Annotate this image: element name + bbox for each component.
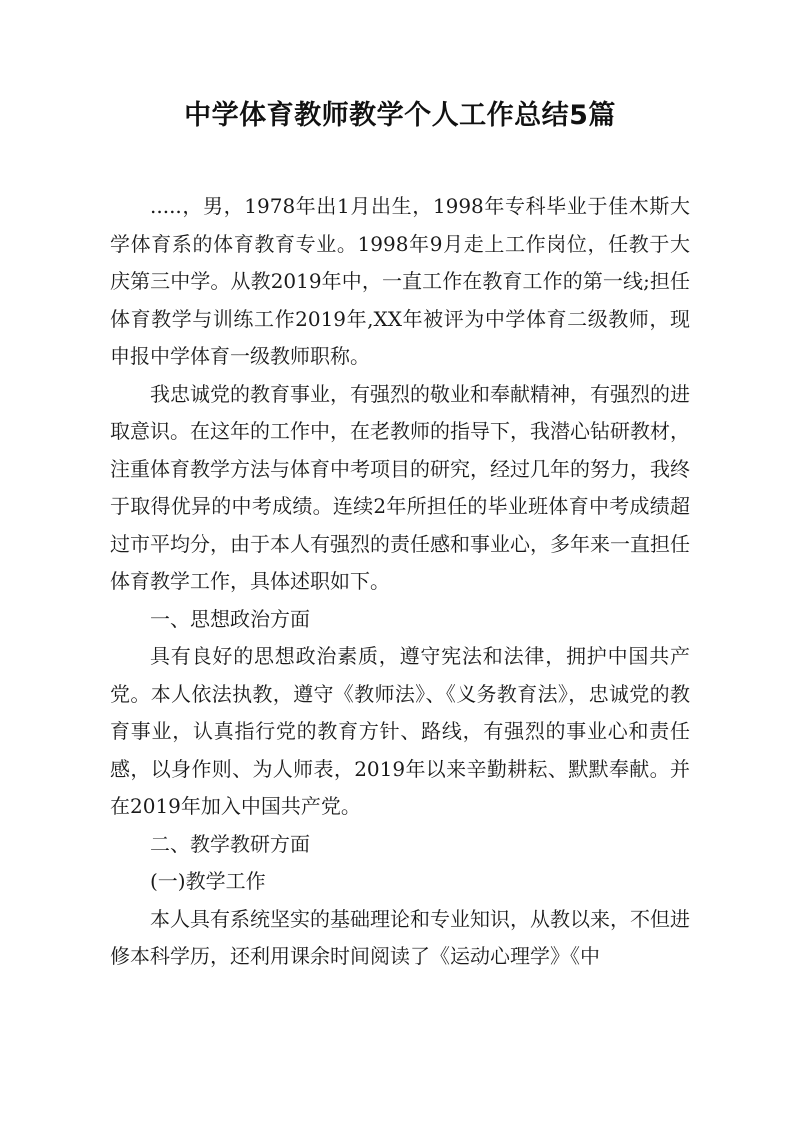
subsection-heading-teaching-work: (一)教学工作 xyxy=(150,869,266,893)
paragraph-dedication: 我忠诚党的教育事业，有强烈的敬业和奉献精神，有强烈的进取意识。在这年的工作中，在老教师的指导下，我潜心钻研教材，注重体育教学方法与体育中考项目的研究，经过几年的努力，我终于取得优异的中考成绩。连续2年所担任的毕业班体育中考成绩超过市平均分，由于本人有强烈的责任感和事业心，多年来一直担任体育教学工作，具体述职如下。 xyxy=(110,381,690,593)
paragraph-political: 具有良好的思想政治素质，遵守宪法和法律，拥护中国共产党。本人依法执教，遵守《教师法》、《义务教育法》，忠诚党的教育事业，认真指行党的教育方针、路线，有强烈的事业心和责任感，以身作则、为人师表，2019年以来辛勤耕耘、默默奉献。并在2019年加入中国共产党。 xyxy=(110,644,690,818)
paragraph-personal-background: .....，男，1978年出1月出生，1998年专科毕业于佳木斯大学体育系的体育教育专业。1998年9月走上工作岗位，任教于大庆第三中学。从教2019年中，一直工作在教育工作的第一线;担任体育教学与训练工作2019年,XX年被评为中学体育二级教师，现申报中学体育一级教师职称。 xyxy=(110,194,690,368)
section-heading-political: 一、思想政治方面 xyxy=(150,606,310,631)
section-heading-teaching: 二、教学教研方面 xyxy=(150,831,310,856)
document-body xyxy=(110,188,690,976)
paragraph-teaching-work: 本人具有系统坚实的基础理论和专业知识，从教以来，不但进修本科学历，还利用课余时间阅读了《运动心理学》《中 xyxy=(110,906,690,968)
document-title: 中学体育教师教学个人工作总结5篇 xyxy=(184,100,616,131)
